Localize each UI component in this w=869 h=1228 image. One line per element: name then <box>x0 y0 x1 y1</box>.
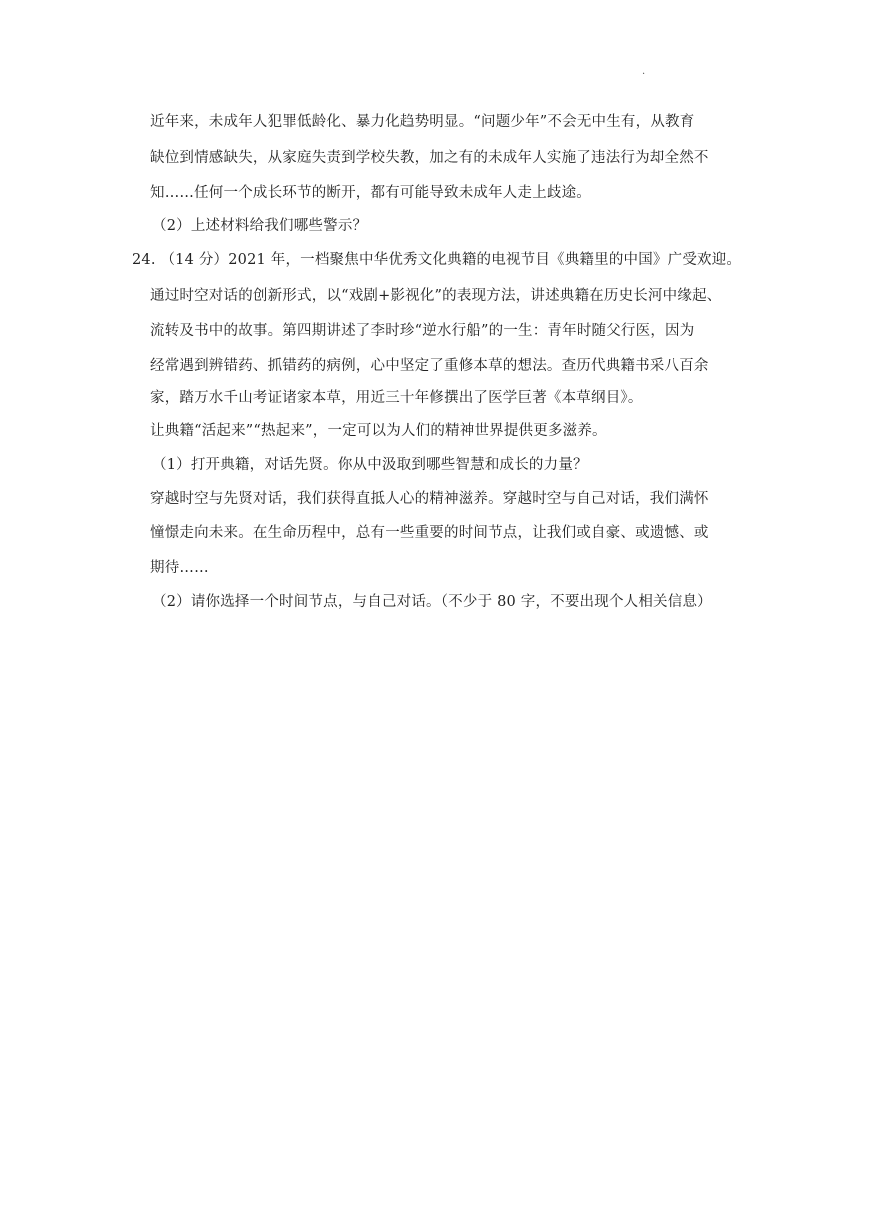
question-24-line-3: 流转及书中的故事。第四期讲述了李时珍“逆水行船”的一生：青年时随父行医，因为 <box>150 323 695 339</box>
question-24-line-1: 24. （14 分）2021 年，一档聚焦中华优秀文化典籍的电视节目《典籍里的中国》广受欢迎。 <box>132 252 742 268</box>
question-24-intro-line-2: 憧憬走向未来。在生命历程中，总有一些重要的时间节点，让我们或自豪、或遗憾、或 <box>150 525 709 541</box>
question-24-line-2: 通过时空对话的创新形式，以“戏剧+影视化”的表现方法，讲述典籍在历史长河中缘起、 <box>150 288 722 304</box>
material-line-2: 缺位到情感缺失，从家庭失责到学校失教，加之有的未成年人实施了违法行为却全然不 <box>150 150 709 166</box>
question-24-intro-line-1: 穿越时空与先贤对话，我们获得直抵人心的精神滋养。穿越时空与自己对话，我们满怀 <box>150 491 709 507</box>
material-line-3: 知……任何一个成长环节的断开，都有可能导致未成年人走上歧途。 <box>150 185 591 201</box>
material-line-1: 近年来，未成年人犯罪低龄化、暴力化趋势明显。“问题少年”不会无中生有，从教育 <box>150 114 695 130</box>
question-24-line-6: 让典籍“活起来”“热起来”，一定可以为人们的精神世界提供更多滋养。 <box>150 423 607 439</box>
question-24-line-5: 家，踏万水千山考证诸家本草，用近三十年修撰出了医学巨著《本草纲目》。 <box>150 390 643 406</box>
question-24-part-1: （1）打开典籍，对话先贤。你从中汲取到哪些智慧和成长的力量？ <box>152 457 588 473</box>
question-24-line-4: 经常遇到辨错药、抓错药的病例，心中坚定了重修本草的想法。查历代典籍书采八百余 <box>150 358 709 374</box>
question-24-intro-line-3: 期待…… <box>150 560 209 576</box>
page-mark: . <box>642 66 646 77</box>
question-23-part-2: （2）上述材料给我们哪些警示？ <box>152 218 368 234</box>
question-24-part-2: （2）请你选择一个时间节点，与自己对话。（不少于 80 字，不要出现个人相关信息） <box>152 594 712 610</box>
